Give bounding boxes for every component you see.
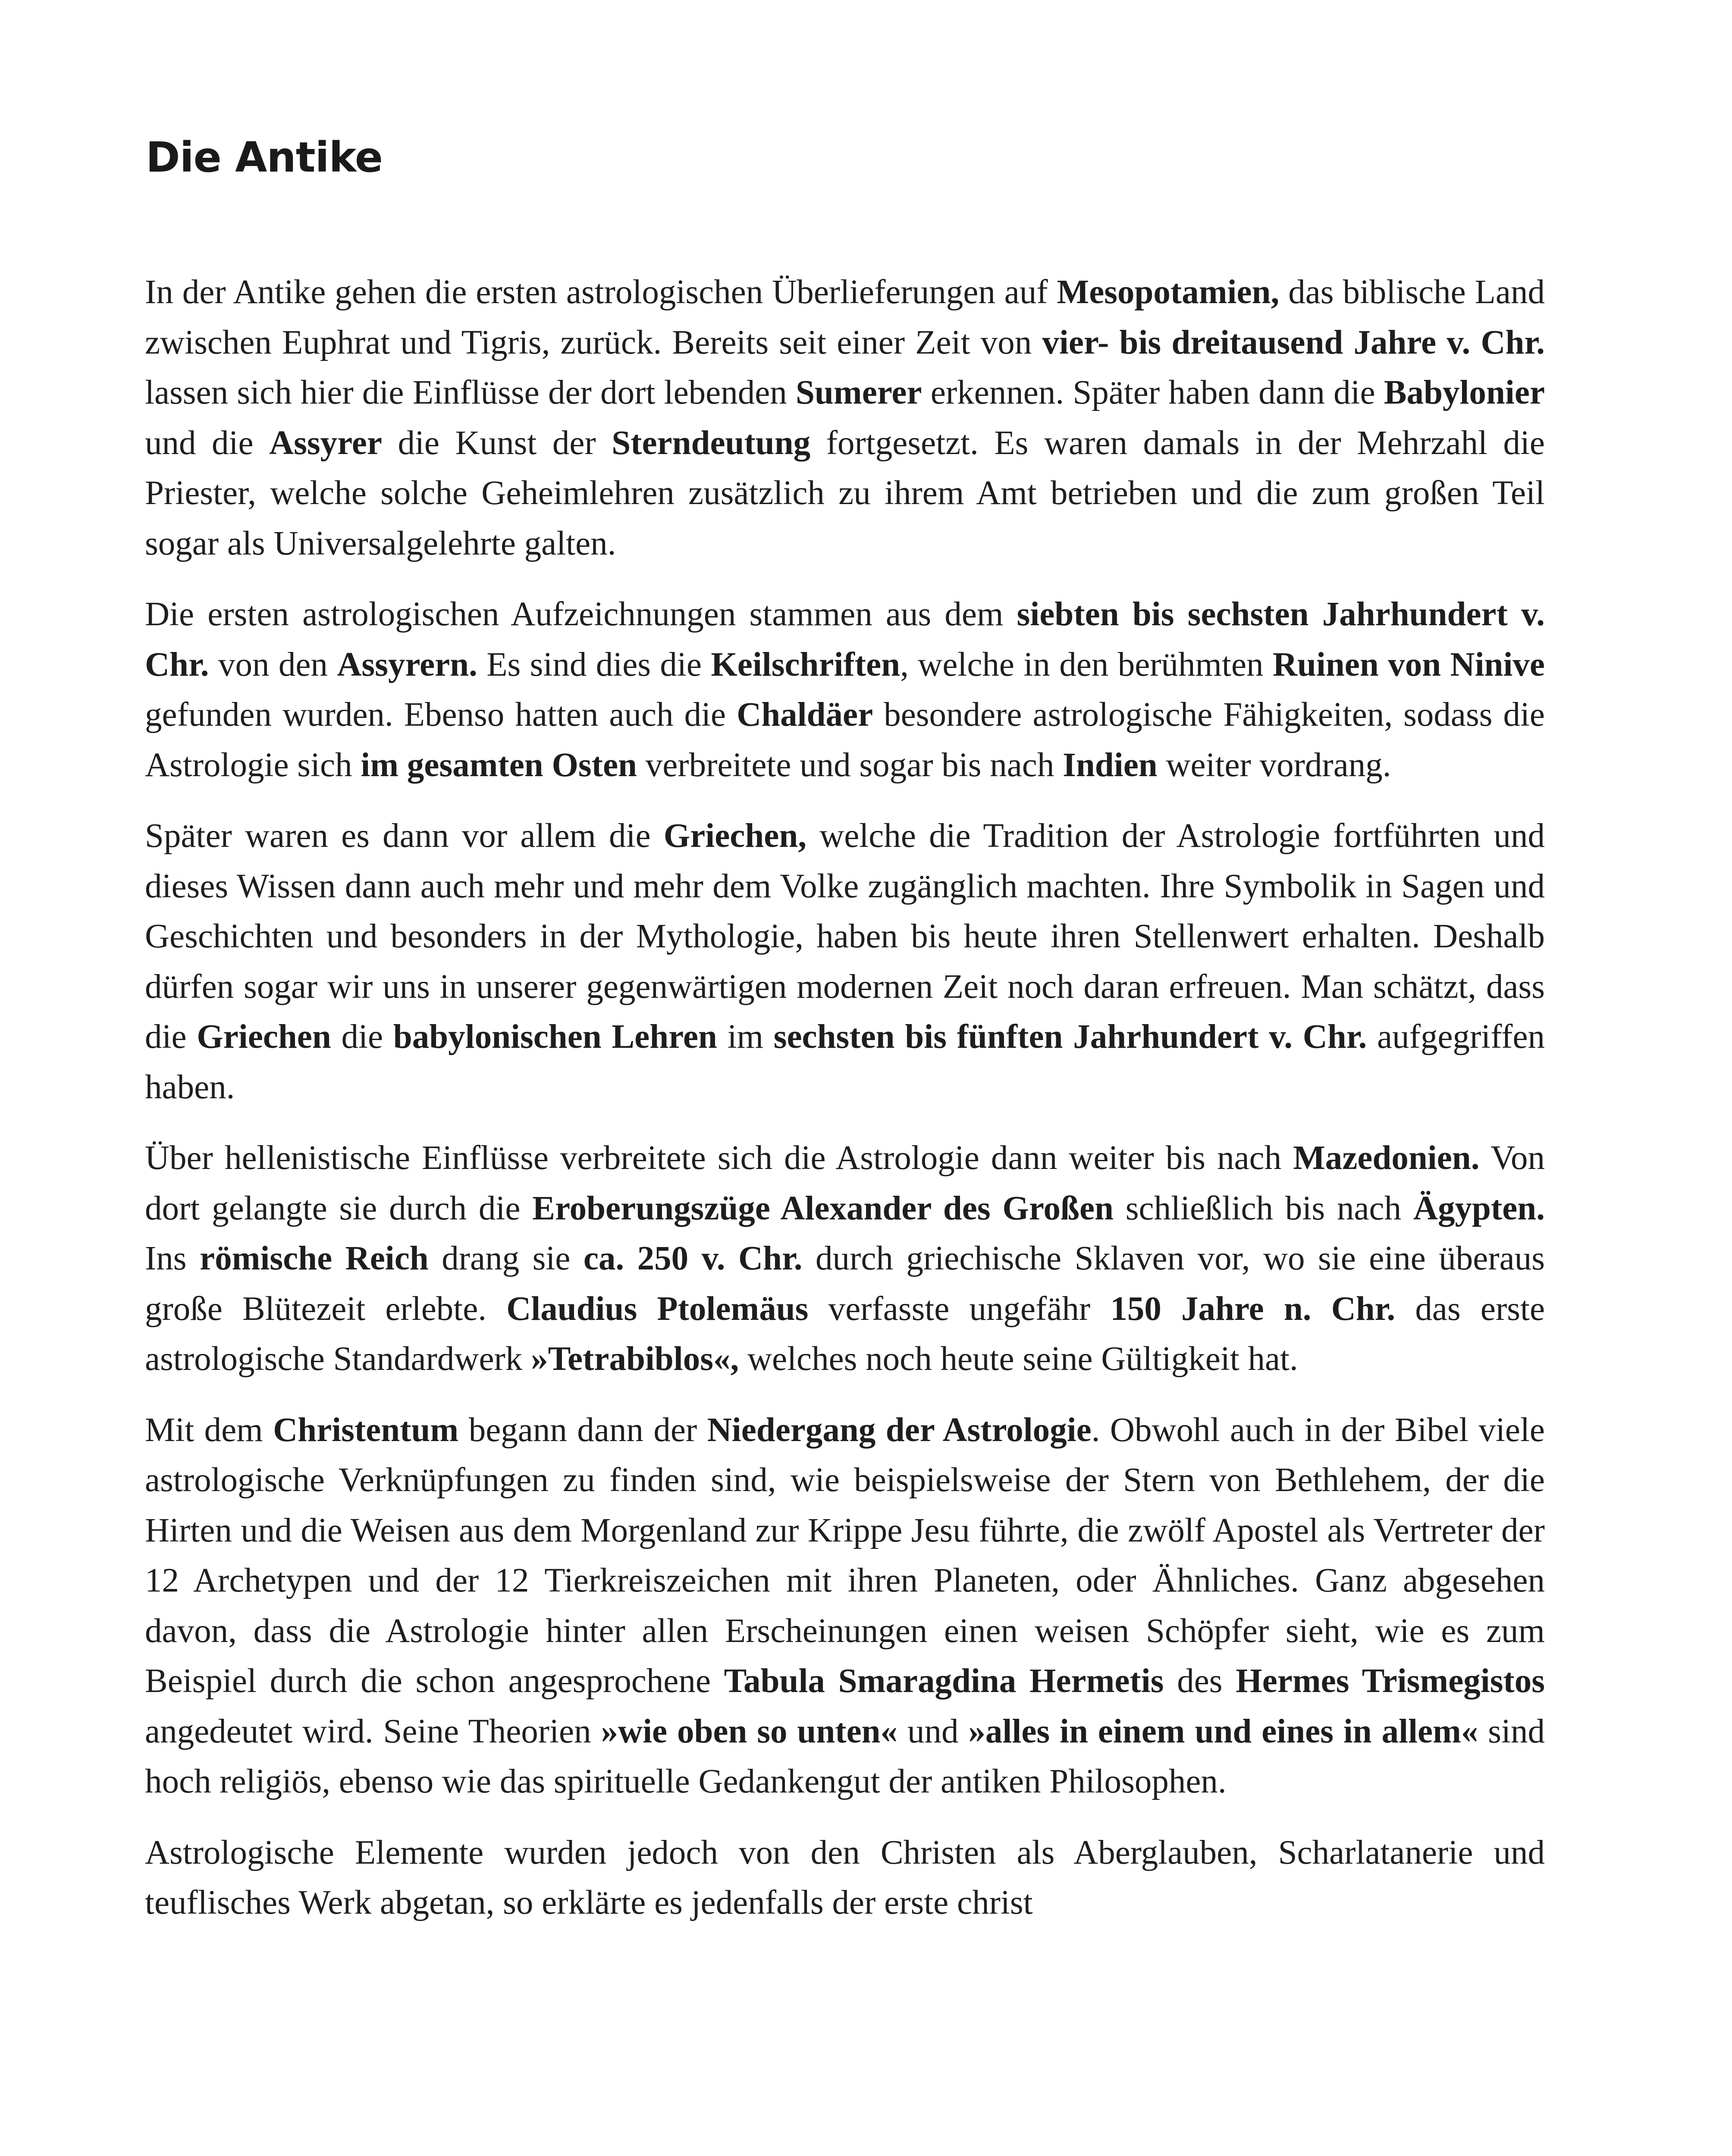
bold-text: Sterndeutung bbox=[612, 424, 811, 462]
bold-text: Indien bbox=[1063, 746, 1158, 784]
paragraph bbox=[145, 1828, 1545, 1928]
text-run: das biblische Land zwischen Euphrat und Tigris, zurück. Bereits seit einer Zeit von bbox=[145, 273, 1545, 361]
bold-text: Sumerer bbox=[796, 374, 922, 411]
text-run: aufgegriffen haben. bbox=[145, 1018, 1545, 1106]
bold-text: Mazedonien. bbox=[1293, 1139, 1480, 1177]
text-run: und bbox=[897, 1712, 969, 1750]
bold-text: Assyrer bbox=[269, 424, 382, 462]
bold-text: ca. 250 v. Chr. bbox=[583, 1240, 803, 1277]
paragraph bbox=[145, 589, 1545, 790]
text-run: Von dort gelangte sie durch die bbox=[145, 1139, 1545, 1227]
bold-text: »alles in einem und eines in allem« bbox=[968, 1712, 1478, 1750]
text-run: Es sind dies die bbox=[477, 646, 711, 683]
bold-text: siebten bis sechsten Jahrhundert v. Chr. bbox=[145, 595, 1545, 683]
text-run: welche die Tradition der Astrologie fortführten und dieses Wissen dann auch mehr und mehr dem Volke zugänglich machten. Ihre Symbolik in Sagen und Geschichten und besonders in der Mythologie, haben bis heute ihren Stellenwert erhalten. Deshalb dürfen sogar wir uns in unserer gegenwärtigen modernen Zeit noch daran erfreuen. Man schätzt, dass die bbox=[145, 817, 1545, 1056]
bold-text: Eroberungszüge Alexander des Großen bbox=[532, 1189, 1114, 1227]
bold-text: Griechen bbox=[197, 1018, 331, 1056]
text-run: die Kunst der bbox=[382, 424, 612, 462]
bold-text: Claudius Ptolemäus bbox=[506, 1290, 809, 1328]
text-run: angedeutet wird. Seine Theorien bbox=[145, 1712, 601, 1750]
bold-text: Babylonier bbox=[1384, 374, 1545, 411]
bold-text: Tabula Smaragdina Hermetis bbox=[724, 1662, 1164, 1700]
text-run: drang sie bbox=[428, 1240, 584, 1277]
paragraph bbox=[145, 1405, 1545, 1807]
text-run: verfasste ungefähr bbox=[808, 1290, 1111, 1328]
bold-text: römische Reich bbox=[200, 1240, 429, 1277]
text-run: erkennen. Später haben dann die bbox=[922, 374, 1384, 411]
bold-text: Hermes Trismegistos bbox=[1236, 1662, 1545, 1700]
text-run: fortgesetzt. Es waren damals in der Mehrzahl die Priester, welche solche Geheimlehren zusätzlich zu ihrem Amt betrieben und die zum großen Teil sogar als Universalgelehrte galten. bbox=[145, 424, 1545, 562]
bold-text: Chaldäer bbox=[737, 696, 873, 733]
text-run: Mit dem bbox=[145, 1411, 273, 1449]
text-run: durch griechische Sklaven vor, wo sie eine überaus große Blütezeit erlebte. bbox=[145, 1240, 1545, 1328]
text-run: im bbox=[717, 1018, 774, 1056]
paragraph bbox=[145, 811, 1545, 1112]
text-run: von den bbox=[209, 646, 337, 683]
bold-text: Ruinen von Ninive bbox=[1272, 646, 1545, 683]
text-run: Die ersten astrologischen Aufzeichnungen stammen aus dem bbox=[145, 595, 1017, 633]
text-run: lassen sich hier die Einflüsse der dort lebenden bbox=[145, 374, 796, 411]
bold-text: vier- bis dreitausend Jahre v. Chr. bbox=[1042, 323, 1545, 361]
text-run: und die bbox=[145, 424, 270, 462]
bold-text: »wie oben so unten« bbox=[601, 1712, 898, 1750]
body-text bbox=[145, 267, 1545, 1949]
bold-text: Keilschriften bbox=[711, 646, 901, 683]
text-run: das erste astrologische Standardwerk bbox=[145, 1290, 1545, 1378]
bold-text: »Tetrabiblos«, bbox=[531, 1340, 739, 1378]
text-run: sind hoch religiös, ebenso wie das spirituelle Gedankengut der antiken Philosophen. bbox=[145, 1712, 1545, 1800]
text-run: besondere astrologische Fähigkeiten, sodass die Astrologie sich bbox=[145, 696, 1545, 784]
bold-text: im gesamten Osten bbox=[361, 746, 637, 784]
bold-text: Ägypten. bbox=[1413, 1189, 1545, 1227]
text-run: Über hellenistische Einflüsse verbreitete sich die Astrologie dann weiter bis nach bbox=[145, 1139, 1293, 1177]
text-run: In der Antike gehen die ersten astrologischen Überlieferungen auf bbox=[145, 273, 1057, 311]
bold-text: Assyrern. bbox=[337, 646, 477, 683]
text-run: Später waren es dann vor allem die bbox=[145, 817, 664, 855]
text-run: des bbox=[1164, 1662, 1236, 1700]
text-run: . Obwohl auch in der Bibel viele astrologische Verknüpfungen zu finden sind, wie beispielsweise der Stern von Bethlehem, der die Hirten und die Weisen aus dem Morgenland zur Krippe Jesu führte, die zwölf Apostel als Vertreter der 12 Archetypen und der 12 Tierkreiszeichen mit ihren Planeten, oder Ähnliches. Ganz abgesehen davon, dass die Astrologie hinter allen Erscheinungen einen weisen Schöpfer sieht, wie es zum Beispiel durch die schon angesprochene bbox=[145, 1411, 1545, 1700]
text-run: , welche in den berühmten bbox=[900, 646, 1273, 683]
bold-text: 150 Jahre n. Chr. bbox=[1110, 1290, 1396, 1328]
bold-text: sechsten bis fünften Jahrhundert v. Chr. bbox=[773, 1018, 1367, 1056]
text-run: gefunden wurden. Ebenso hatten auch die bbox=[145, 696, 737, 733]
text-run: welches noch heute seine Gültigkeit hat. bbox=[739, 1340, 1298, 1378]
text-run: weiter vordrang. bbox=[1157, 746, 1391, 784]
text-run: schließlich bis nach bbox=[1113, 1189, 1413, 1227]
bold-text: Mesopotamien, bbox=[1057, 273, 1280, 311]
text-run: Astrologische Elemente wurden jedoch von den Christen als Aberglauben, Scharlatanerie und teuflisches Werk abgetan, so erklärte es jedenfalls der erste christ bbox=[145, 1833, 1545, 1921]
page-heading: Die Antike bbox=[146, 133, 383, 182]
bold-text: Christentum bbox=[273, 1411, 459, 1449]
bold-text: Niedergang der Astrologie bbox=[707, 1411, 1092, 1449]
text-run: verbreitete und sogar bis nach bbox=[637, 746, 1063, 784]
text-run: die bbox=[331, 1018, 393, 1056]
paragraph bbox=[145, 267, 1545, 569]
text-run: begann dann der bbox=[458, 1411, 707, 1449]
bold-text: babylonischen Lehren bbox=[393, 1018, 717, 1056]
text-run: Ins bbox=[145, 1240, 200, 1277]
bold-text: Griechen, bbox=[663, 817, 807, 855]
paragraph bbox=[145, 1133, 1545, 1385]
